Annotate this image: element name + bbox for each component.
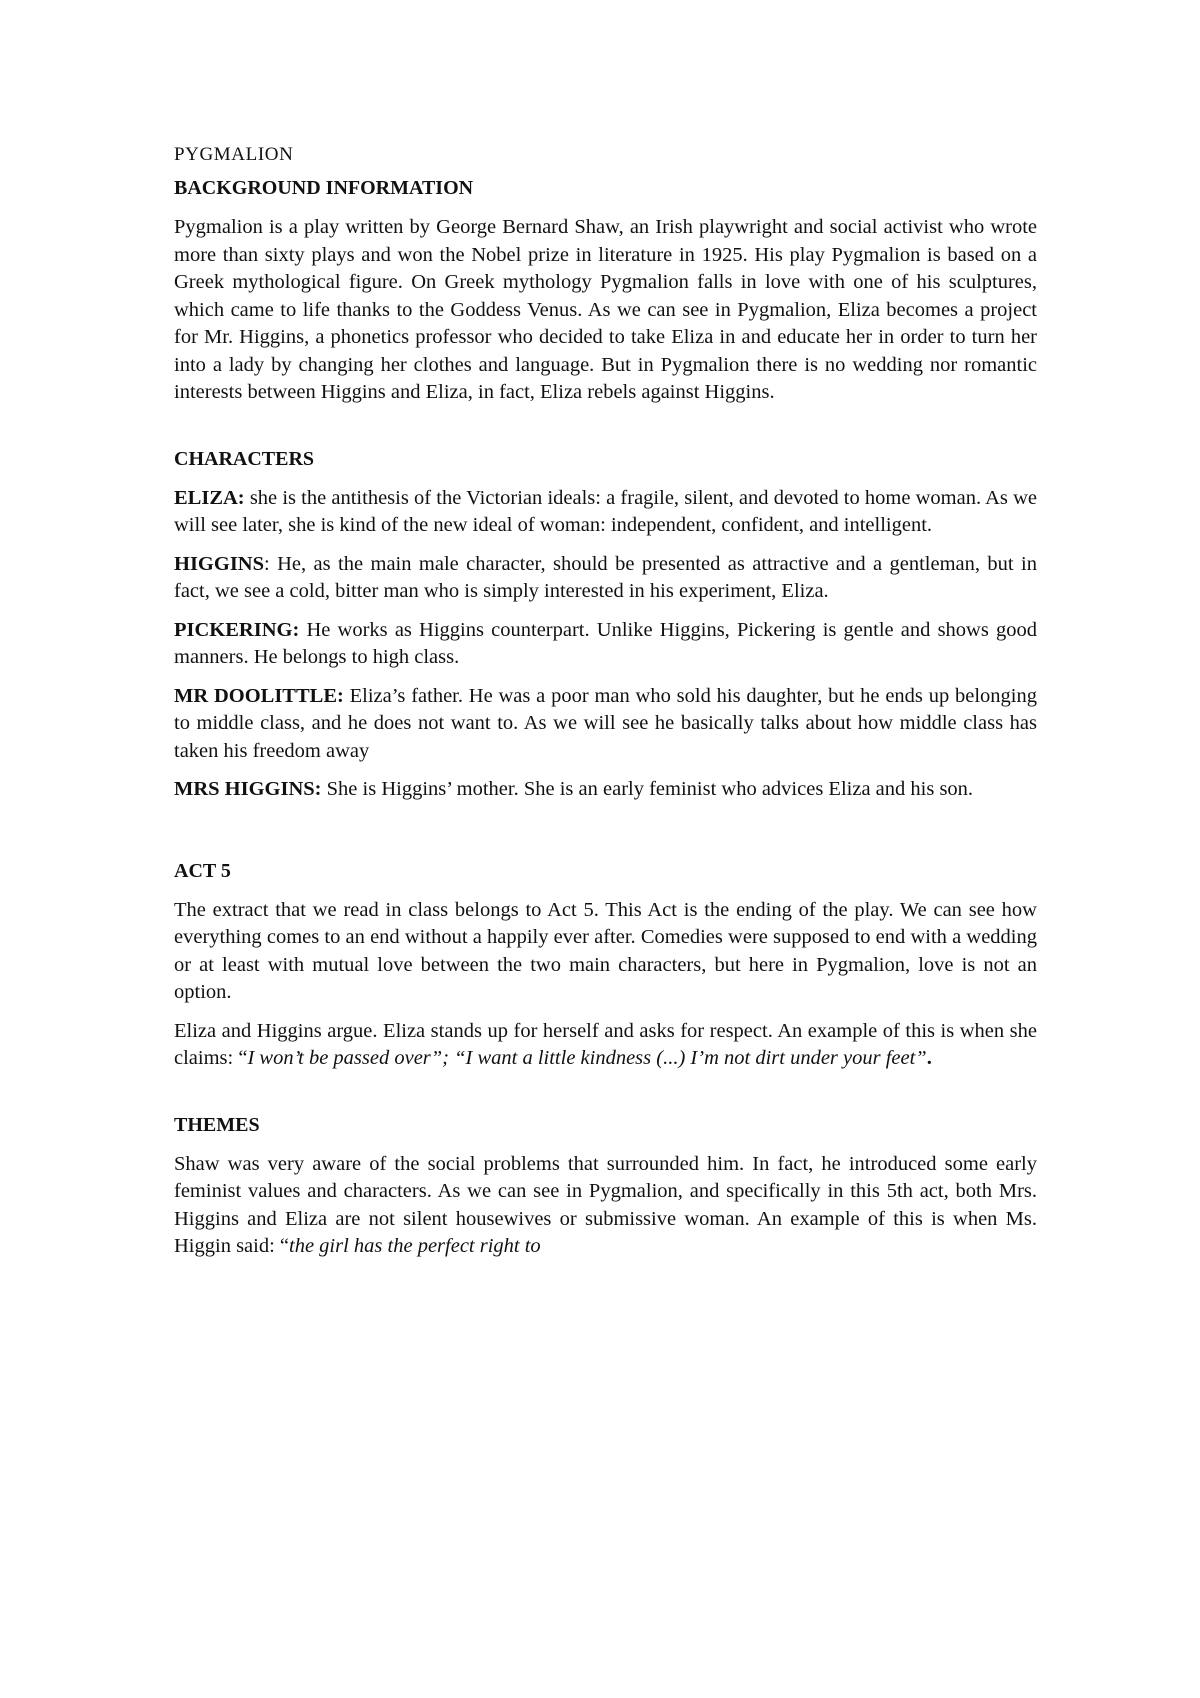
themes-paragraph [174,1151,1037,1261]
themes-paragraph-text: Shaw was very aware of the social problems that surrounded him. In fact, he introduced some early feminist values and characters. As we can see in Pygmalion, and specifically in this 5th act, both Mrs. Higgins and Eliza are not silent housewives or submissive woman. An example of this is when Ms. Higgin said: “ [174,1152,1037,1257]
background-section [174,175,1037,407]
act5-paragraph-2-end: . [926,1047,932,1069]
characters-heading: CHARACTERS [174,447,315,470]
act5-paragraph-2 [174,1018,1037,1073]
themes-section [174,1112,1037,1261]
act5-heading: ACT 5 [174,859,231,882]
background-heading: BACKGROUND INFORMATION [174,177,474,199]
act5-paragraph-2-text: Eliza and Higgins argue. Eliza stands up for herself and asks for respect. An example of this is when she claims: “ [174,1019,1037,1069]
character-label: ELIZA: [174,486,245,509]
character-description: He works as Higgins counterpart. Unlike Higgins, Pickering is gentle and shows good manners. He belongs to high class. [174,618,1037,668]
character-entry-higgins [174,551,1037,606]
character-entry-mr-doolittle [174,683,1037,766]
character-label: MR DOOLITTLE: [174,684,344,707]
character-entry-pickering [174,617,1037,672]
character-label: HIGGINS [174,552,264,575]
characters-section [174,446,1037,804]
act5-section [174,858,1037,1073]
document-title: PYGMALION [174,144,294,165]
character-label: MRS HIGGINS: [174,778,322,800]
act5-quote: I won’t be passed over”; “I want a little kindness (...) I’m not dirt under your feet” [247,1047,927,1069]
character-entry-eliza [174,485,1037,540]
themes-quote: the girl has the perfect right to [289,1235,541,1257]
document-body [174,141,1037,1261]
character-entry-mrs-higgins [174,776,1037,804]
act5-paragraph-1: The extract that we read in class belongs to Act 5. This Act is the ending of the play. We can see how everything comes to an end without a happily ever after. Comedies were supposed to end with a wedding or at least with mutual love between the two main characters, but here in Pygmalion, love is not an option. [174,898,1037,1003]
character-description: Eliza’s father. He was a poor man who sold his daughter, but he ends up belonging to middle class, and he does not want to. As we will see he basically talks about how middle class has taken his freedom away [174,684,1037,762]
character-description: She is Higgins’ mother. She is an early feminist who advices Eliza and his son. [321,778,974,800]
themes-heading: THEMES [174,1113,260,1136]
character-description: she is the antithesis of the Victorian ideals: a fragile, silent, and devoted to home woman. As we will see later, she is kind of the new ideal of woman: independent, confident, and intelligent. [174,486,1037,536]
background-paragraph: Pygmalion is a play written by George Bernard Shaw, an Irish playwright and social activist who wrote more than sixty plays and won the Nobel prize in literature in 1925. His play Pygmalion is based on a Greek mythological figure. On Greek mythology Pygmalion falls in love with one of his sculptures, which came to life thanks to the Goddess Venus. As we can see in Pygmalion, Eliza becomes a project for Mr. Higgins, a phonetics professor who decided to take Eliza in and educate her in order to turn her into a lady by changing her clothes and language. But in Pygmalion there is no wedding nor romantic interests between Higgins and Eliza, in fact, Eliza rebels against Higgins. [174,216,1037,403]
character-label: PICKERING: [174,618,300,641]
character-description: : He, as the main male character, should be presented as attractive and a gentleman, but in fact, we see a cold, bitter man who is simply interested in his experiment, Eliza. [174,552,1037,602]
